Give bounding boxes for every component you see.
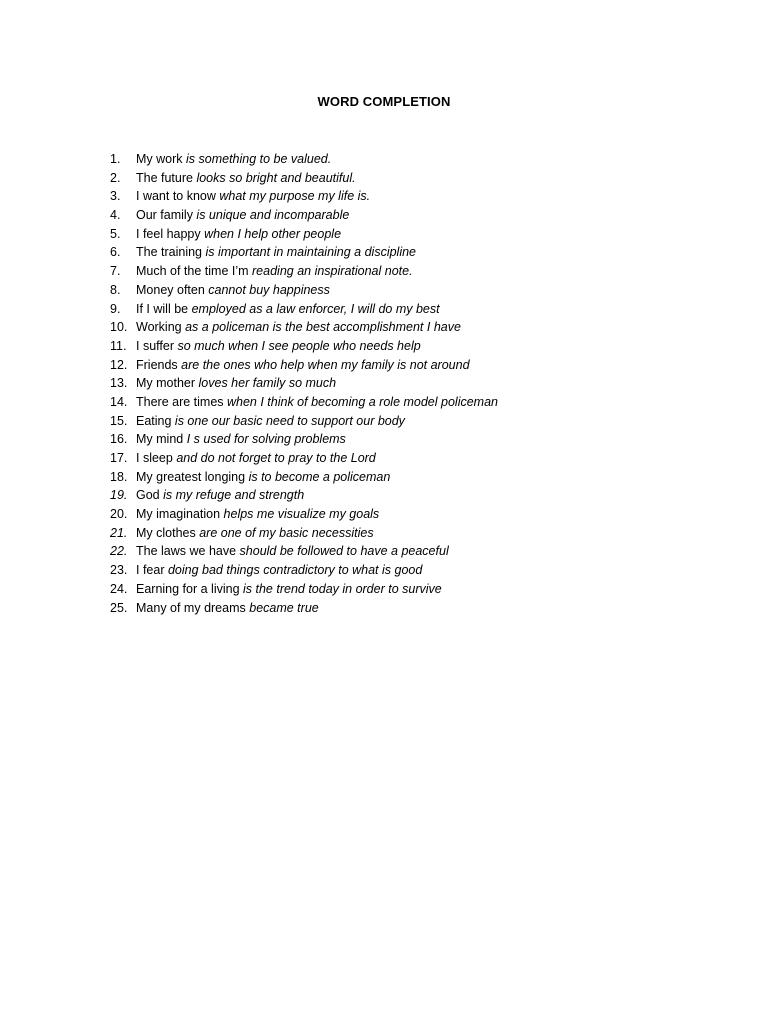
list-item: [110, 245, 498, 264]
item-text: [136, 189, 370, 203]
item-number: 18.: [110, 469, 128, 484]
list-item: [110, 227, 498, 246]
item-text: [136, 395, 498, 409]
item-text: [136, 264, 413, 278]
list-item: [110, 414, 498, 433]
item-stem: Working: [136, 320, 182, 335]
list-item: [110, 320, 498, 339]
item-stem: I fear: [136, 563, 165, 578]
item-completion: as a policeman is the best accomplishment I have: [181, 320, 461, 335]
item-completion: and do not forget to pray to the Lord: [172, 451, 376, 465]
item-completion: when I think of becoming a role model policeman: [223, 394, 498, 409]
list-item: [110, 358, 498, 377]
item-number: 17.: [110, 451, 128, 465]
item-completion: should be followed to have a peaceful: [236, 544, 449, 559]
item-completion: I s used for solving problems: [183, 432, 346, 447]
list-item: [110, 152, 498, 171]
item-number: 3.: [110, 189, 121, 204]
list-item: [110, 526, 498, 545]
item-text: [136, 544, 449, 558]
item-text: [136, 432, 346, 446]
item-number: 7.: [110, 264, 121, 279]
item-number: 23.: [110, 563, 128, 578]
list-item: [110, 302, 498, 321]
item-completion: helps me visualize my goals: [220, 507, 380, 522]
item-completion: is important in maintaining a discipline: [202, 245, 417, 260]
item-number: 2.: [110, 170, 121, 185]
item-stem: If I will be: [136, 301, 189, 316]
item-number: 16.: [110, 432, 128, 447]
item-number: 19.: [110, 488, 128, 503]
item-number: 1.: [110, 152, 121, 166]
item-text: [136, 283, 330, 297]
item-text: [136, 451, 376, 465]
item-text: [136, 582, 442, 596]
item-completion: are one of my basic necessities: [195, 525, 374, 540]
item-number: 6.: [110, 245, 121, 260]
item-number: 24.: [110, 581, 128, 596]
list-item: [110, 171, 498, 190]
list-item: [110, 264, 498, 283]
list-item: [110, 451, 498, 470]
item-text: [136, 302, 440, 316]
item-stem: I feel happy: [136, 226, 201, 241]
item-text: [136, 470, 390, 484]
list-item: [110, 563, 498, 582]
item-stem: I want to know: [136, 189, 216, 204]
item-completion: is my refuge and strength: [159, 488, 305, 503]
item-text: [136, 171, 356, 185]
item-stem: Many of my dreams: [136, 600, 246, 615]
item-text: [136, 227, 341, 241]
item-stem: Earning for a living: [136, 581, 240, 596]
item-text: [136, 414, 405, 428]
item-number: 9.: [110, 301, 121, 316]
item-number: 14.: [110, 394, 128, 409]
item-completion: reading an inspirational note.: [248, 264, 413, 279]
item-completion: what my purpose my life is.: [215, 189, 371, 204]
item-text: [136, 208, 349, 222]
list-item: [110, 488, 498, 507]
item-completion: when I help other people: [200, 226, 342, 241]
item-text: [136, 526, 374, 540]
item-completion: cannot buy happiness: [204, 282, 330, 297]
list-item: [110, 582, 498, 601]
list-item: [110, 189, 498, 208]
item-text: [136, 507, 379, 521]
item-completion: doing bad things contradictory to what is good: [164, 563, 423, 578]
list-item: [110, 601, 498, 620]
item-number: 25.: [110, 600, 128, 615]
item-number: 20.: [110, 507, 128, 522]
item-stem: My imagination: [136, 507, 221, 522]
item-text: [136, 245, 416, 259]
item-stem: I sleep: [136, 451, 173, 465]
list-item: [110, 339, 498, 358]
item-completion: so much when I see people who needs help: [173, 338, 421, 353]
list-item: [110, 376, 498, 395]
item-stem: My work: [136, 152, 183, 166]
item-stem: The future: [136, 170, 193, 185]
item-number: 13.: [110, 376, 128, 391]
item-text: [136, 152, 331, 166]
item-completion: employed as a law enforcer, I will do my best: [188, 301, 440, 316]
item-text: [136, 339, 421, 353]
item-number: 12.: [110, 357, 128, 372]
list-item: [110, 544, 498, 563]
list-item: [110, 470, 498, 489]
item-stem: The training: [136, 245, 203, 260]
document-title: WORD COMPLETION: [317, 94, 451, 109]
item-stem: God: [136, 488, 160, 503]
item-completion: is to become a policeman: [245, 469, 391, 484]
item-stem: My greatest longing: [136, 469, 246, 484]
item-number: 4.: [110, 208, 121, 223]
item-completion: is unique and incomparable: [192, 208, 350, 223]
sentence-completion-list: [110, 152, 498, 619]
item-text: [136, 320, 461, 334]
item-number: 21.: [110, 525, 128, 540]
item-text: [136, 601, 319, 615]
item-stem: Friends: [136, 357, 178, 372]
list-item: [110, 507, 498, 526]
item-number: 10.: [110, 320, 128, 335]
item-stem: Our family: [136, 208, 193, 223]
item-stem: The laws we have: [136, 544, 237, 559]
item-text: [136, 358, 470, 372]
item-stem: My mother: [136, 376, 196, 391]
item-number: 8.: [110, 282, 121, 297]
item-stem: Money often: [136, 282, 205, 297]
item-completion: became true: [245, 600, 319, 615]
item-text: [136, 488, 304, 502]
item-stem: My clothes: [136, 525, 196, 540]
item-completion: is the trend today in order to survive: [239, 581, 442, 596]
item-completion: looks so bright and beautiful.: [192, 170, 356, 185]
item-completion: are the ones who help when my family is not around: [177, 357, 470, 372]
list-item: [110, 395, 498, 414]
list-item: [110, 432, 498, 451]
list-item: [110, 208, 498, 227]
item-text: [136, 563, 422, 577]
item-number: 5.: [110, 226, 121, 241]
item-number: 15.: [110, 413, 128, 428]
item-completion: is one our basic need to support our body: [171, 413, 405, 428]
item-completion: is something to be valued.: [182, 152, 332, 166]
item-stem: Much of the time I’m: [136, 264, 249, 279]
list-item: [110, 283, 498, 302]
item-stem: My mind: [136, 432, 184, 447]
item-stem: Eating: [136, 413, 172, 428]
item-stem: There are times: [136, 394, 224, 409]
item-number: 22.: [110, 544, 128, 559]
item-number: 11.: [110, 338, 127, 353]
item-text: [136, 376, 336, 390]
item-completion: loves her family so much: [195, 376, 337, 391]
item-stem: I suffer: [136, 338, 174, 353]
